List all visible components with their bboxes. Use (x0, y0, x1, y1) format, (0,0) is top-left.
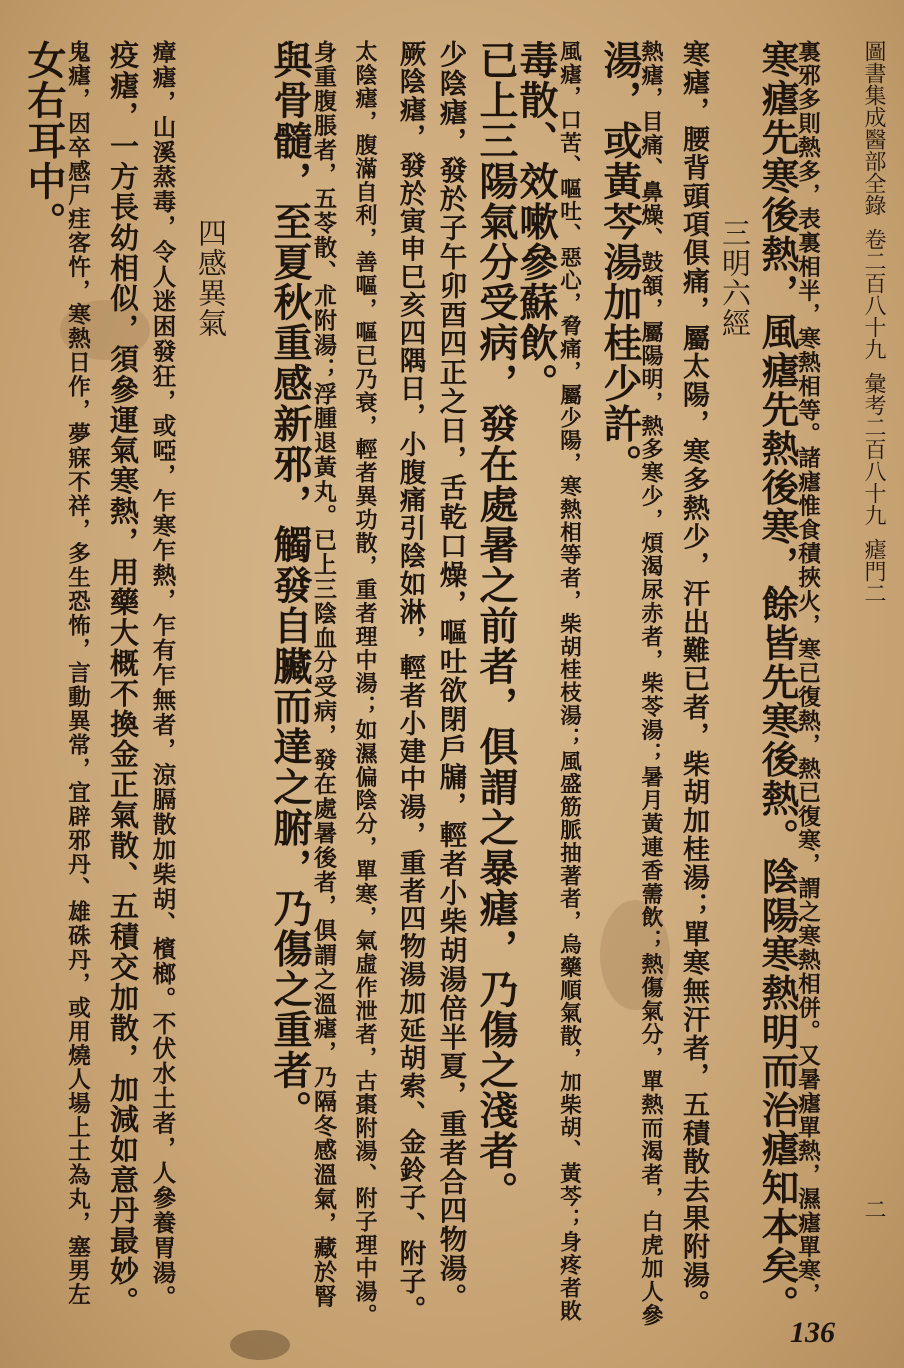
text-column: 寒瘧先寒後熱，風瘧先熱後寒，餘皆先寒後熱。陰陽寒熱明而治瘧知本矣。 (755, 40, 800, 1324)
header-volume: 卷二百八十九 (861, 228, 886, 360)
header-page-cn: 二 (861, 1198, 886, 1220)
header-reference: 彙考二百八十九 (861, 372, 886, 526)
text-column: 瘴瘧，山溪蒸毒，令人迷困發狂，或啞，乍寒乍熱，乍有乍無者，涼膈散加柴胡、檳榔。不伏水土者，人參養胃湯。 (148, 40, 177, 1310)
text-column: 湯，或黃芩湯加桂少許。 (597, 40, 643, 485)
paper-stain (230, 1330, 290, 1360)
text-column: 已上三陽氣分受病，發在處暑之前者，俱謂之暴瘧，乃傷之淺者。 (473, 40, 519, 1212)
text-column: 疫瘧，一方長幼相似，須參運氣寒熱，用藥大概不換金正氣散、五積交加散，加減如意丹最妙。 (106, 40, 140, 1317)
section-heading: 三明六經 (718, 218, 752, 338)
page-number: 136 (790, 1316, 835, 1349)
text-column: 與骨髓，至夏秋重感新邪，觸發自臟而達之腑，乃傷之重者。 (267, 40, 313, 1131)
text-column: 風瘧，口苦、嘔吐、惡心，脅痛，屬少陽，寒熱相等者，柴胡桂枝湯；風盛筋脈抽著者，烏藥順氣散，加柴胡、黃芩；身疼者敗 (556, 40, 582, 1323)
header-source: 圖書集成醫部全錄 (861, 40, 886, 216)
text-column: 裏邪多則熱多，表裏相半，寒熱相等。諸瘧惟食積挾火，寒已復熱，熱已復寒，謂之寒熱相併。又暑瘧單熱，濕瘧單寒， (794, 40, 821, 1307)
text-column: 太陰瘧，腹滿自利，善嘔，嘔已乃衰，輕者異功散，重者理中湯；如濕偏陰分，單寒，氣虛作泄者，古棗附湯、附子理中湯。 (352, 40, 378, 1327)
running-header (862, 40, 884, 604)
text-column: 鬼瘧，因卒感尸疰客忤，寒熱日作，夢寐不祥，多生恐怖，言動異常，宜辟邪丹、雄硃丹，或用燒人場上土為丸，塞男左 (64, 40, 91, 1307)
text-column: 熱瘧，目痛、鼻燥、鼓頷，屬陽明，熱多寒少，煩渴尿赤者，柴苓湯；暑月黃連香薷飲；熱傷氣分，單熱而渴者，白虎加人參 (638, 40, 664, 1327)
header-section: 瘧門二 (861, 538, 886, 604)
text-column: 身重腹脹者，五苓散、朮附湯；浮腫退黃丸。已上三陰血分受病，發在處暑後者，俱謂之溫瘧，乃隔冬感溫氣，藏於腎 (310, 40, 337, 1309)
text-column: 女右耳中。 (21, 40, 67, 242)
text-column: 毒散、效嗽參蘇飲。 (513, 40, 559, 404)
text-column: 寒瘧，腰背頭項俱痛，屬太陽，寒多熱少，汗出難已者，柴胡加桂湯；單寒無汗者，五積散去果附湯。 (678, 40, 709, 1318)
section-heading: 四感異氣 (194, 218, 228, 338)
text-column: 厥陰瘧，發於寅申巳亥四隅日，小腹痛引陰如淋，輕者小建中湯，重者四物湯加延胡索、金鈴子、附子。 (394, 40, 426, 1324)
text-column: 少陰瘧，發於子午卯酉四正之日，舌乾口燥，嘔吐欲閉戶牖，輕者小柴胡湯倍半夏，重者合四物湯。 (434, 40, 467, 1312)
